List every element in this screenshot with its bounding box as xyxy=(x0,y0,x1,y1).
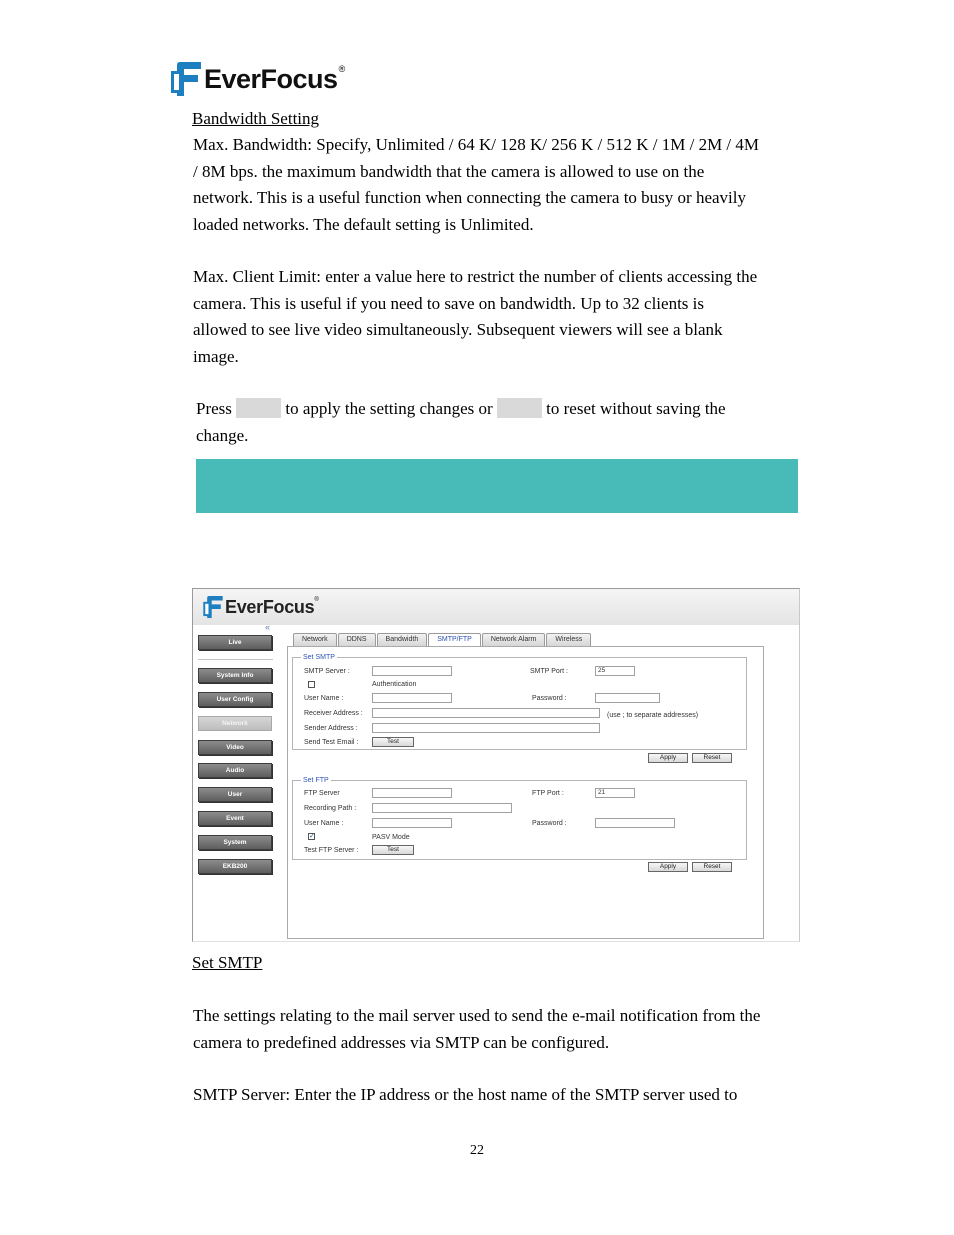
logo-registered: ® xyxy=(338,64,346,74)
ftp-test-button[interactable]: Test xyxy=(372,845,414,855)
bandwidth-paragraph xyxy=(193,132,759,238)
page-number: 22 xyxy=(470,1143,484,1158)
nav-live[interactable]: Live xyxy=(198,635,272,650)
tab-wireless[interactable]: Wireless xyxy=(546,633,591,646)
sender-address-input[interactable] xyxy=(372,723,600,733)
bandwidth-heading: Bandwidth Setting xyxy=(192,109,320,128)
ftp-apply-button[interactable]: Apply xyxy=(648,862,688,872)
smtp-server-paragraph: SMTP Server: Enter the IP address or the host name of the SMTP server used to xyxy=(193,1085,738,1104)
screenshot-logo-icon xyxy=(203,596,223,618)
set-smtp-paragraph xyxy=(193,1003,760,1056)
nav-audio[interactable]: Audio xyxy=(198,763,272,778)
settings-tabs xyxy=(293,633,592,646)
recording-path-label: Recording Path : xyxy=(304,805,357,812)
smtp-ftp-screenshot xyxy=(192,588,800,942)
ftp-port-label: FTP Port : xyxy=(532,790,564,797)
smtp-user-input[interactable] xyxy=(372,693,452,703)
tab-bandwidth[interactable]: Bandwidth xyxy=(377,633,428,646)
ftp-port-input[interactable]: 21 xyxy=(595,788,635,798)
nav-event[interactable]: Event xyxy=(198,811,272,826)
receiver-address-input[interactable] xyxy=(372,708,600,718)
set-smtp-line: camera to predefined addresses via SMTP can be configured. xyxy=(193,1032,610,1052)
smtp-password-input[interactable] xyxy=(595,693,660,703)
logo-text: EverFocus xyxy=(204,63,338,94)
screenshot-logo-text: EverFocus xyxy=(225,596,315,617)
ftp-user-input[interactable] xyxy=(372,818,452,828)
pasv-mode-label: PASV Mode xyxy=(372,834,410,841)
bandwidth-line: / 8M bps. the maximum bandwidth that the camera is allowed to use on the xyxy=(193,161,705,181)
screenshot-logo xyxy=(203,596,319,618)
authentication-checkbox[interactable] xyxy=(308,681,315,688)
client-limit-line: allowed to see live video simultaneously. Subsequent viewers will see a blank xyxy=(193,320,723,339)
ftp-server-input[interactable] xyxy=(372,788,452,798)
smtp-legend: Set SMTP xyxy=(303,654,335,661)
smtp-password-label: Password : xyxy=(532,695,567,702)
press-text: to apply the setting changes or xyxy=(285,399,493,418)
client-limit-line: image. xyxy=(193,346,239,366)
send-test-email-label: Send Test Email : xyxy=(304,739,359,746)
set-smtp-line: The settings relating to the mail server used to send the e-mail notification from the xyxy=(193,1006,761,1025)
bandwidth-line: Max. Bandwidth: Specify, Unlimited / 64 K/ 128 K/ 256 K / 512 K / 1M / 2M / 4M xyxy=(193,135,760,154)
tab-network[interactable]: Network xyxy=(293,633,337,646)
ftp-reset-button[interactable]: Reset xyxy=(692,862,732,872)
smtp-port-label: SMTP Port : xyxy=(530,668,568,675)
smtp-test-button[interactable]: Test xyxy=(372,737,414,747)
ftp-server-label: FTP Server xyxy=(304,790,340,797)
tab-smtp-ftp[interactable]: SMTP/FTP xyxy=(428,633,481,646)
recording-path-input[interactable] xyxy=(372,803,512,813)
nav-user-config[interactable]: User Config xyxy=(198,692,272,707)
press-note xyxy=(196,396,796,449)
smtp-apply-button[interactable]: Apply xyxy=(648,753,688,763)
smtp-user-label: User Name : xyxy=(304,695,344,702)
reset-button-image xyxy=(497,398,542,418)
smtp-reset-button[interactable]: Reset xyxy=(692,753,732,763)
smtp-server-input[interactable] xyxy=(372,666,452,676)
nav-video[interactable]: Video xyxy=(198,740,272,755)
bandwidth-line: network. This is a useful function when connecting the camera to busy or heavily xyxy=(193,188,746,207)
everfocus-logo-icon xyxy=(171,62,201,96)
tab-network-alarm[interactable]: Network Alarm xyxy=(482,633,546,646)
client-limit-paragraph xyxy=(193,264,757,370)
press-text: change. xyxy=(196,425,249,445)
settings-content xyxy=(287,646,764,939)
ftp-fieldset xyxy=(292,777,747,860)
client-limit-line: Max. Client Limit: enter a value here to restrict the number of clients accessing the xyxy=(193,267,758,286)
nav-system[interactable]: System xyxy=(198,835,272,850)
screenshot-header xyxy=(193,589,799,625)
press-text: Press xyxy=(196,399,232,418)
nav-ekb200[interactable]: EKB200 xyxy=(198,859,272,874)
set-smtp-heading: Set SMTP xyxy=(192,953,263,972)
nav-divider xyxy=(198,659,273,660)
ftp-legend: Set FTP xyxy=(303,777,329,784)
screenshot-logo-registered: ® xyxy=(314,597,319,603)
smtp-port-input[interactable]: 25 xyxy=(595,666,635,676)
apply-button-image xyxy=(236,398,281,418)
receiver-address-hint: (use ; to separate addresses) xyxy=(607,712,699,719)
note-band xyxy=(196,459,798,513)
bandwidth-line: loaded networks. The default setting is Unlimited. xyxy=(193,214,534,234)
smtp-server-label: SMTP Server : xyxy=(304,668,350,675)
authentication-label: Authentication xyxy=(372,681,417,688)
ftp-password-label: Password : xyxy=(532,820,567,827)
nav-system-info[interactable]: System Info xyxy=(198,668,272,683)
collapse-icon[interactable]: « xyxy=(265,622,271,632)
tab-ddns[interactable]: DDNS xyxy=(338,633,376,646)
nav-user[interactable]: User xyxy=(198,787,272,802)
press-text: to reset without saving the xyxy=(546,399,726,418)
smtp-fieldset xyxy=(292,654,747,750)
sender-address-label: Sender Address : xyxy=(304,725,358,732)
nav-network[interactable]: Network xyxy=(198,716,272,731)
pasv-mode-checkbox[interactable]: ✓ xyxy=(309,833,315,840)
ftp-user-label: User Name : xyxy=(304,820,344,827)
receiver-address-label: Receiver Address : xyxy=(304,710,363,717)
client-limit-line: camera. This is useful if you need to save on bandwidth. Up to 32 clients is xyxy=(193,293,705,313)
ftp-password-input[interactable] xyxy=(595,818,675,828)
test-ftp-server-label: Test FTP Server : xyxy=(304,847,359,854)
everfocus-logo xyxy=(171,62,345,96)
